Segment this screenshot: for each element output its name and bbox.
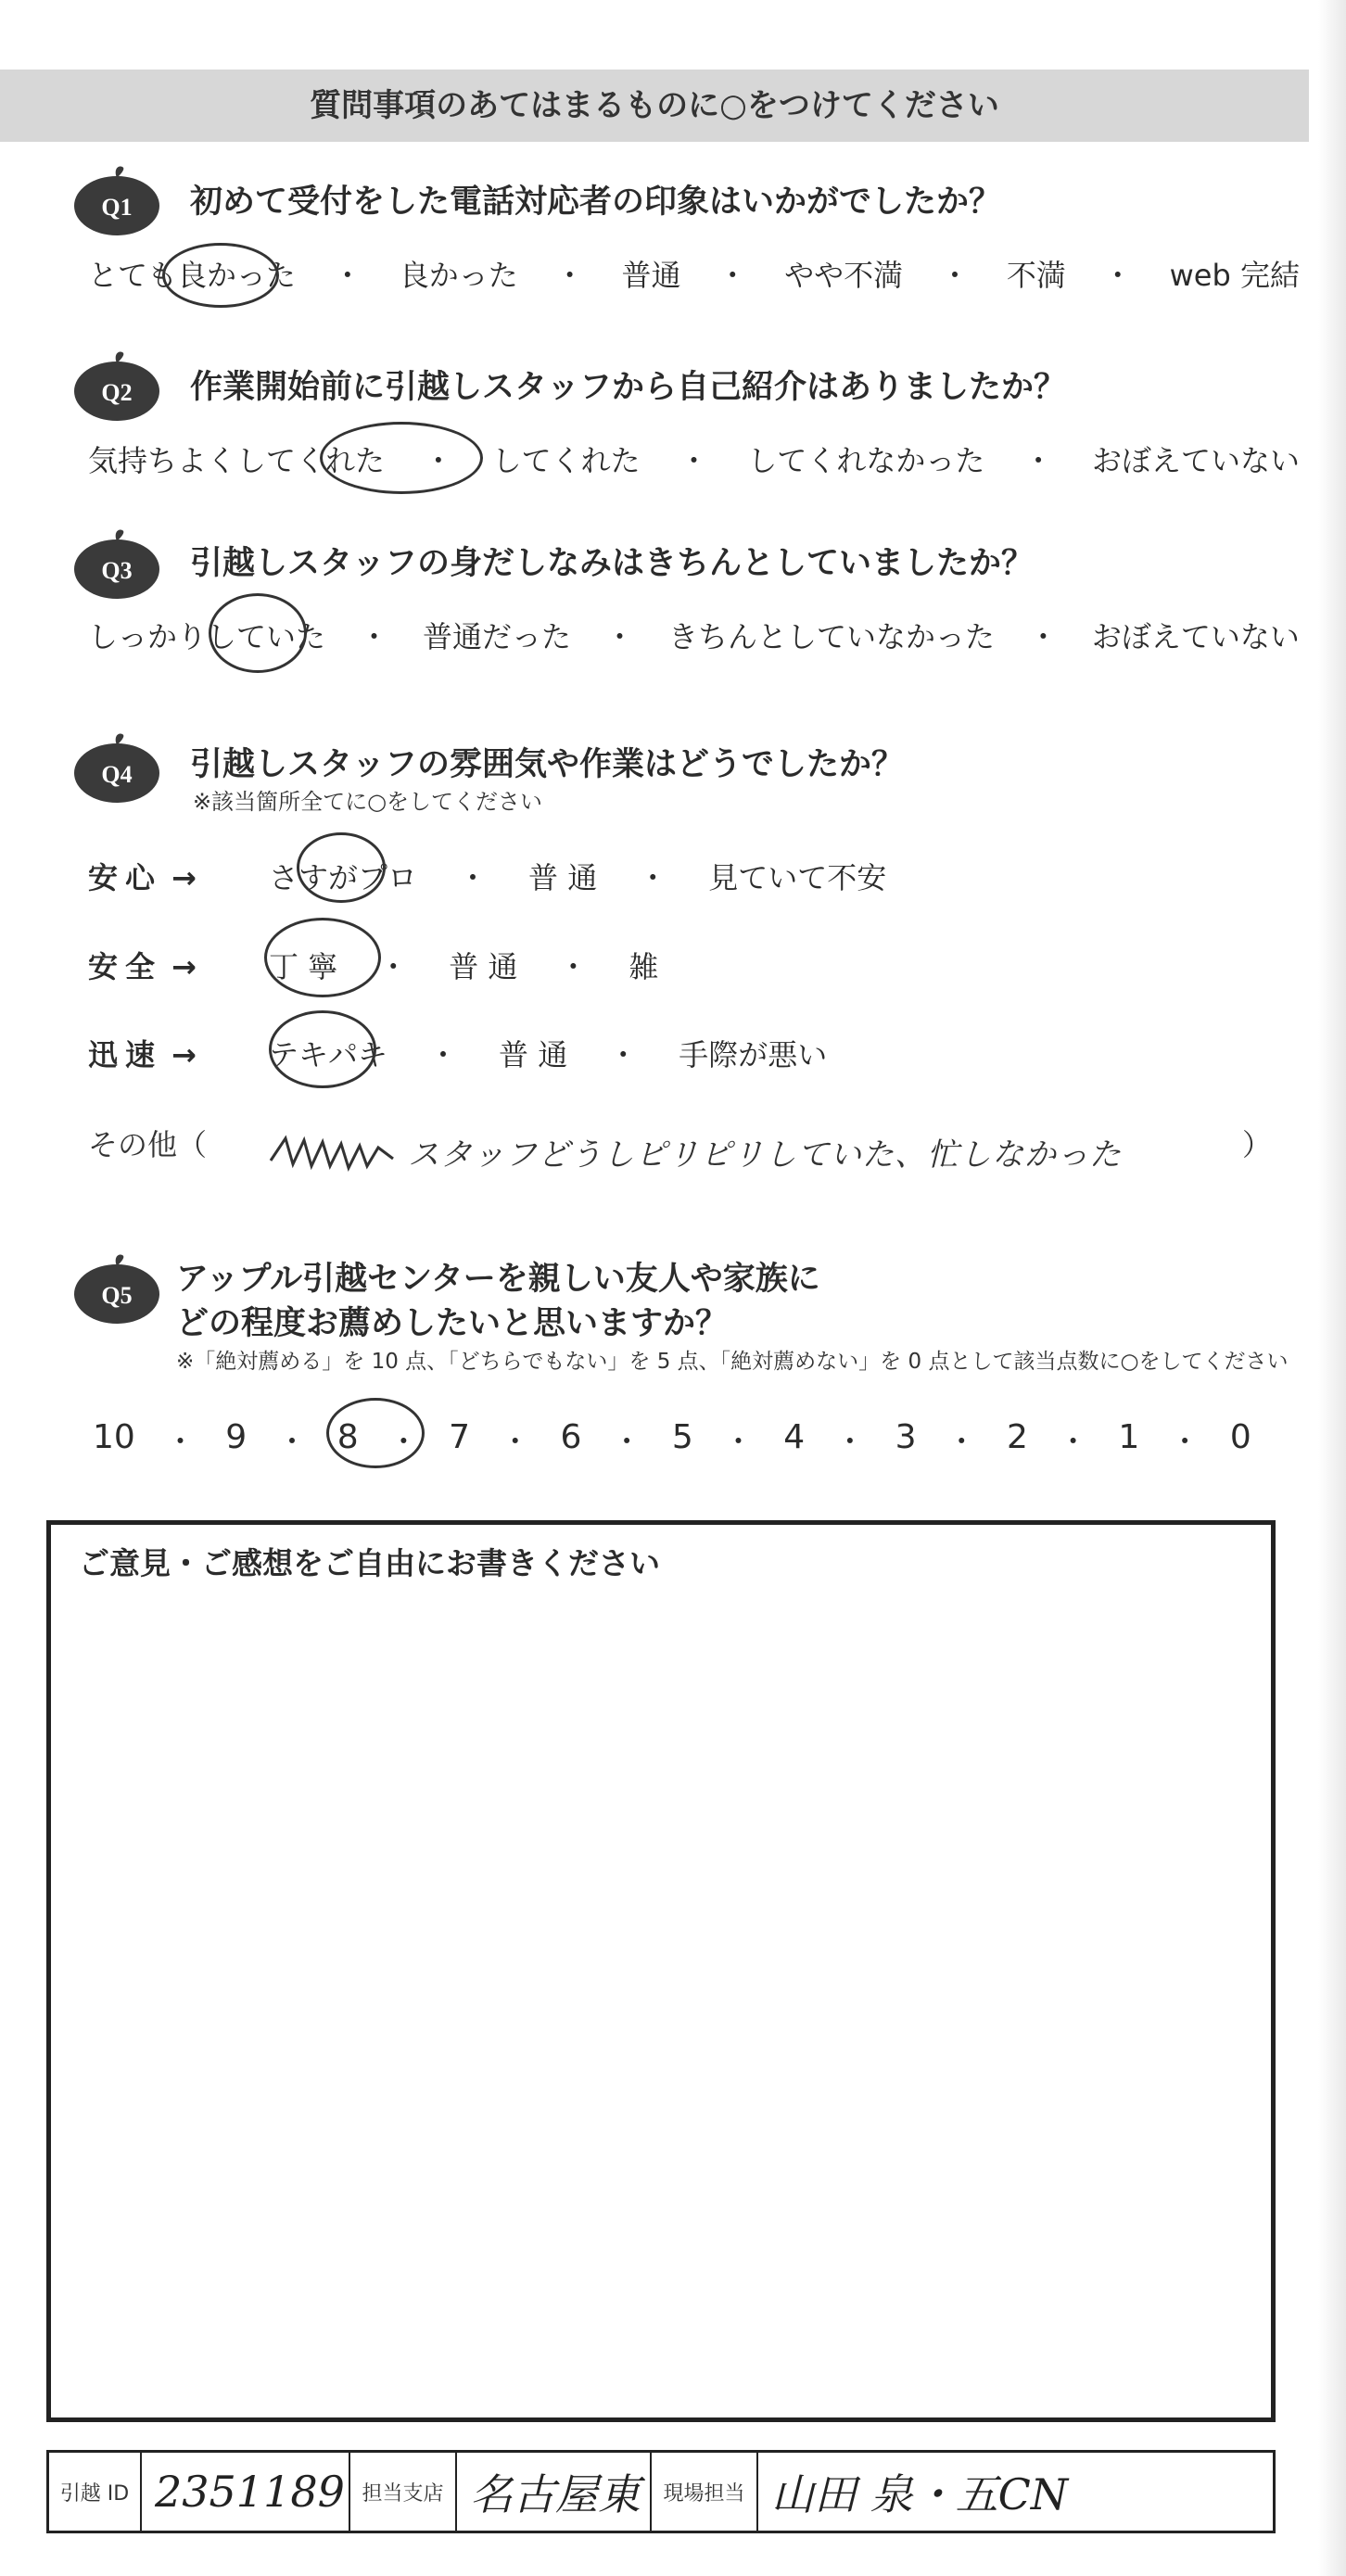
q1-option-slightly-dissatisfied[interactable]: やや不満: [784, 258, 904, 293]
q3-question: 引越しスタッフの身だしなみはきちんとしていましたか？: [190, 545, 1035, 582]
q1-question: 初めて受付をした電話対応者の印象はいかがでしたか？: [190, 184, 1002, 221]
q3-badge-label: Q3: [101, 557, 133, 584]
staff-label: 現場担当: [652, 2453, 758, 2531]
q4-note: ※該当箇所全てに○をしてください: [193, 789, 543, 815]
q4-other-handwritten-comment[interactable]: スタッフどうしピリピリしていた、忙しなかった: [408, 1136, 1122, 1174]
q5-question-line1: アップル引越センターを親しい友人や家族に: [176, 1261, 820, 1298]
q4-row-anzen-label: 安全 →: [88, 949, 204, 984]
q4-row-anshin-label: 安心 →: [88, 860, 204, 895]
q4-row-jinsoku-options: テキパキ ・ 普 通 ・ 手際が悪い: [269, 1032, 827, 1074]
score-5[interactable]: 5: [671, 1418, 693, 1456]
comments-text[interactable]: [79, 1599, 1243, 2390]
q2-badge-icon: [72, 350, 161, 423]
q2-option-did[interactable]: してくれた: [491, 443, 641, 478]
q4-anshin-option-normal[interactable]: 普 通: [528, 860, 598, 895]
q1-badge-icon: [72, 165, 161, 237]
q4-row-anzen-options: 丁 寧 ・ 普 通 ・ 雑: [269, 944, 658, 986]
q4-badge-icon: [72, 732, 161, 805]
footer-record: [46, 2450, 1276, 2533]
q4-jinsoku-option-quick[interactable]: テキパキ: [269, 1037, 388, 1072]
q5-score-scale: 10 ・ 9 ・ 8 ・ 7 ・ 6 ・ 5 ・ 4 ・ 3 ・ 2 ・ 1 ・ 0: [93, 1418, 1251, 1459]
q4-other-close: ）: [1242, 1127, 1273, 1162]
q5-note: ※「絶対薦める」を 10 点、「どちらでもない」を 5 点、「絶対薦めない」を 0 点として該当点数に○をしてください: [176, 1350, 1289, 1374]
q4-jinsoku-option-clumsy[interactable]: 手際が悪い: [679, 1037, 828, 1072]
q4-badge-label: Q4: [101, 761, 133, 788]
q1-option-good[interactable]: 良かった: [399, 258, 518, 293]
move-id-label: 引越 ID: [49, 2453, 142, 2531]
q4-anzen-option-normal[interactable]: 普 通: [449, 949, 518, 984]
score-4[interactable]: 4: [783, 1418, 806, 1456]
q3-option-normal[interactable]: 普通だった: [422, 619, 571, 654]
page-edge: [1318, 0, 1346, 2576]
q5-badge-icon: [72, 1253, 161, 1326]
q4-anshin-option-anxious[interactable]: 見ていて不安: [708, 860, 887, 895]
q2-option-did-not[interactable]: してくれなかった: [747, 443, 985, 478]
comments-title: ご意見・ご感想をご自由にお書きください: [79, 1545, 660, 1581]
q4-anzen-option-careful[interactable]: 丁 寧: [269, 949, 338, 984]
q1-option-web[interactable]: web 完結: [1169, 258, 1300, 293]
branch-label: 担当支店: [350, 2453, 457, 2531]
q1-option-very-good[interactable]: とても良かった: [88, 258, 297, 293]
q3-badge-icon: [72, 528, 161, 601]
q4-question: 引越しスタッフの雰囲気や作業はどうでしたか？: [190, 746, 905, 783]
q4-jinsoku-option-normal[interactable]: 普 通: [499, 1037, 568, 1072]
q3-option-dont-remember[interactable]: おぼえていない: [1091, 619, 1300, 654]
score-7[interactable]: 7: [449, 1418, 470, 1456]
q2-option-dont-remember[interactable]: おぼえていない: [1091, 443, 1300, 478]
q2-badge-label: Q2: [101, 379, 133, 406]
scribble-mark: [269, 1133, 399, 1174]
move-id-value[interactable]: 2351189: [142, 2453, 350, 2531]
score-2[interactable]: 2: [1007, 1418, 1028, 1456]
q2-option-gladly[interactable]: 気持ちよくしてくれた: [88, 443, 386, 478]
q1-options: とても良かった ・ 良かった ・ 普通 ・ やや不満 ・ 不満 ・ web 完結: [88, 252, 1300, 295]
score-8[interactable]: 8: [336, 1418, 359, 1456]
branch-value[interactable]: 名古屋東: [457, 2453, 652, 2531]
score-1[interactable]: 1: [1118, 1418, 1140, 1456]
q5-question-line2: どの程度お薦めしたいと思いますか？: [176, 1305, 729, 1342]
instructions-header: 質問事項のあてはまるものに○をつけてください: [0, 70, 1309, 142]
q4-row-anshin-options: さすがプロ ・ 普 通 ・ 見ていて不安: [269, 855, 886, 897]
score-10[interactable]: 10: [93, 1418, 135, 1456]
q3-option-not-neat[interactable]: きちんとしていなかった: [667, 619, 995, 654]
score-9[interactable]: 9: [225, 1418, 248, 1456]
q2-options: 気持ちよくしてくれた ・ してくれた ・ してくれなかった ・ おぼえていない: [88, 438, 1300, 480]
q2-question: 作業開始前に引越しスタッフから自己紹介はありましたか？: [190, 369, 1067, 406]
score-0[interactable]: 0: [1229, 1418, 1251, 1456]
q1-badge-label: Q1: [101, 194, 133, 221]
q5-badge-label: Q5: [101, 1282, 133, 1309]
q3-option-neat[interactable]: しっかりしていた: [88, 619, 326, 654]
q4-anzen-option-rough[interactable]: 雑: [629, 949, 659, 984]
comments-box[interactable]: [46, 1520, 1276, 2422]
q4-row-jinsoku-label: 迅速 →: [88, 1037, 204, 1072]
q3-options: しっかりしていた ・ 普通だった ・ きちんとしていなかった ・ おぼえていない: [88, 614, 1300, 656]
q4-anshin-option-pro[interactable]: さすがプロ: [269, 860, 418, 895]
score-3[interactable]: 3: [895, 1418, 917, 1456]
q4-other-label: その他（: [88, 1127, 208, 1162]
staff-value[interactable]: 山田 泉・五CN: [771, 2469, 1069, 2519]
score-6[interactable]: 6: [560, 1418, 582, 1456]
q1-option-dissatisfied[interactable]: 不満: [1006, 258, 1066, 293]
q1-option-normal[interactable]: 普通: [621, 258, 681, 293]
